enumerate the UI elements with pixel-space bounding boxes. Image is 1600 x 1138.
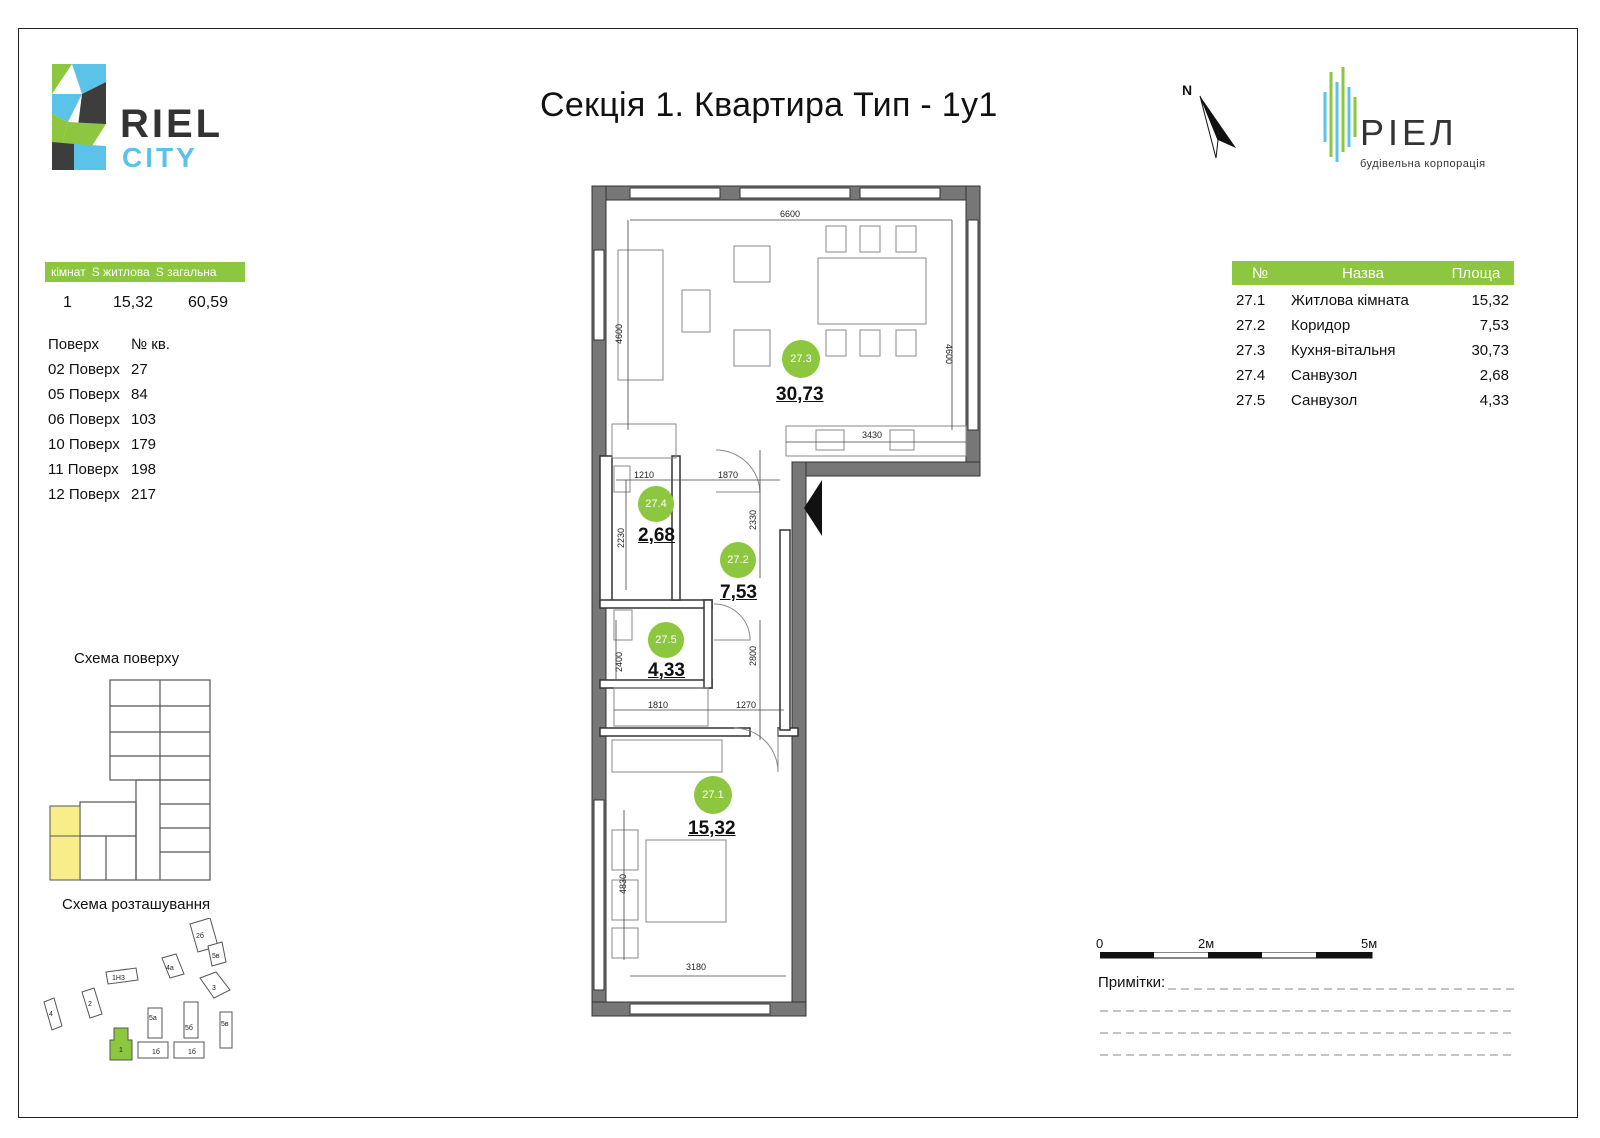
dim-label: 1810 — [648, 700, 669, 710]
location-scheme-label: Схема розташування — [62, 896, 211, 913]
dim-label: 2230 — [616, 527, 626, 548]
room-area: 15,32 — [1471, 292, 1509, 309]
room-badge: 27.3 — [782, 340, 820, 378]
room-marker-27-5 — [648, 622, 748, 682]
building-label: 2б — [196, 933, 204, 940]
floor-row — [48, 382, 170, 407]
room-name: Житлова кімната — [1291, 292, 1409, 309]
building-label: 5а — [149, 1015, 157, 1022]
dim-label: 2400 — [614, 651, 624, 672]
room-marker-27-1 — [688, 776, 794, 840]
summary-header — [45, 262, 245, 282]
riel-corp-logo-text: РІЕЛ — [1360, 112, 1458, 153]
riel-corp-tagline: будівельна корпорація — [1360, 158, 1486, 170]
summary-header-rooms: кімнат — [51, 265, 86, 279]
building-label: 5в — [212, 953, 220, 960]
room-area-label: 7,53 — [720, 582, 757, 603]
riel-city-logo — [52, 64, 237, 172]
floor-row — [48, 432, 170, 457]
room-name: Коридор — [1291, 317, 1351, 334]
floor-header: Поверх — [48, 336, 99, 353]
floor-row — [48, 457, 170, 482]
dim-label: 3430 — [862, 430, 883, 440]
dim-label: 4600 — [614, 323, 624, 344]
table-row — [1236, 288, 1514, 313]
highlighted-apartment — [50, 806, 80, 880]
room-area-label: 30,73 — [776, 384, 824, 405]
location-scheme — [40, 918, 240, 1064]
apt-number: 179 — [131, 436, 157, 453]
room-number: 27.5 — [1236, 392, 1266, 409]
dim-label: 4830 — [618, 873, 628, 894]
floor-row — [48, 407, 170, 432]
floor-scheme-label: Схема поверху — [74, 650, 180, 667]
room-badge: 27.2 — [720, 542, 756, 578]
rooms-table-header — [1232, 261, 1514, 285]
dim-label: 1870 — [718, 470, 739, 480]
notes-lines — [1098, 985, 1518, 1065]
floor-name: 12 Поверх — [48, 486, 120, 503]
floor-name: 06 Поверх — [48, 411, 120, 428]
room-badge: 27.5 — [648, 622, 684, 658]
compass — [1180, 82, 1240, 162]
building-label: 1 — [119, 1047, 123, 1054]
room-area-label: 2,68 — [638, 525, 675, 546]
dim-label: 4600 — [944, 344, 954, 365]
riel-corp-logo — [1320, 62, 1520, 177]
scale-label-0: 0 — [1096, 936, 1104, 951]
scale-bar-graphic — [1100, 952, 1376, 960]
table-row — [1236, 338, 1514, 363]
riel-city-logo-text: RIEL — [120, 102, 224, 146]
rooms-col-name: Назва — [1341, 264, 1385, 282]
building-label: 4а — [166, 965, 174, 972]
table-row — [1236, 388, 1514, 413]
floor-name: 05 Поверх — [48, 386, 120, 403]
table-row — [1236, 363, 1514, 388]
room-name: Кухня-вітальня — [1291, 342, 1396, 359]
floor-list-header — [48, 332, 170, 357]
dim-label: 3180 — [686, 962, 707, 972]
apt-number: 27 — [131, 361, 148, 378]
compass-north-label: N — [1182, 82, 1193, 98]
building-label: 5б — [185, 1025, 193, 1032]
scale-label-5m: 5м — [1361, 936, 1378, 951]
rooms-col-area: Площа — [1451, 264, 1501, 282]
dim-label: 6600 — [780, 209, 801, 219]
summary-header-total-area: S загальна — [155, 265, 217, 279]
summary-header-living-area: S житлова — [91, 265, 150, 279]
room-number: 27.2 — [1236, 317, 1266, 334]
room-badge: 27.4 — [638, 486, 674, 522]
building-label: 5в — [221, 1021, 229, 1028]
current-building-highlight — [110, 1028, 132, 1060]
floor-list — [48, 332, 170, 507]
floor-name: 11 Поверх — [48, 461, 119, 478]
summary-total-value: 60,59 — [188, 294, 229, 311]
building-label: 1б — [188, 1049, 196, 1056]
room-name: Санвузол — [1291, 392, 1358, 409]
apt-number-header: № кв. — [131, 336, 170, 353]
room-area-label: 15,32 — [688, 818, 736, 839]
table-row — [1236, 313, 1514, 338]
apt-number: 84 — [131, 386, 148, 403]
floor-name: 10 Поверх — [48, 436, 120, 453]
floor-name: 02 Поверх — [48, 361, 120, 378]
riel-corp-logo-mark — [1320, 62, 1360, 162]
dim-label: 1270 — [736, 700, 757, 710]
room-badge: 27.1 — [694, 776, 732, 814]
building-label: 1б — [152, 1049, 160, 1056]
scale-bar — [1096, 936, 1396, 966]
scale-label-2m: 2м — [1198, 936, 1215, 951]
room-number: 27.3 — [1236, 342, 1266, 359]
floor-scheme — [46, 676, 216, 886]
floor-row — [48, 357, 170, 382]
notes-label: Примітки: — [1098, 974, 1166, 991]
floor-plan — [560, 180, 1020, 1030]
room-marker-27-3 — [776, 340, 882, 406]
riel-city-logo-subtext: CITY — [122, 142, 198, 173]
floor-row — [48, 482, 170, 507]
room-number: 27.4 — [1236, 367, 1266, 384]
summary-rooms-value: 1 — [63, 294, 72, 311]
rooms-table — [1236, 288, 1514, 413]
dim-label: 2330 — [748, 509, 758, 530]
room-area-label: 4,33 — [648, 660, 685, 681]
room-area: 4,33 — [1479, 392, 1509, 409]
building-label: 1Н3 — [112, 975, 125, 982]
room-area: 2,68 — [1479, 367, 1509, 384]
apt-number: 103 — [131, 411, 157, 428]
room-marker-27-2 — [720, 542, 820, 604]
building-label: 3 — [212, 985, 216, 992]
room-area: 30,73 — [1471, 342, 1509, 359]
dim-label: 1210 — [634, 470, 655, 480]
room-name: Санвузол — [1291, 367, 1358, 384]
room-area: 7,53 — [1479, 317, 1509, 334]
building-label: 4 — [49, 1011, 53, 1018]
page-title: Секція 1. Квартира Тип - 1у1 — [540, 86, 998, 124]
rooms-col-number: № — [1251, 264, 1269, 282]
room-number: 27.1 — [1236, 292, 1266, 309]
apt-number: 198 — [131, 461, 157, 478]
apt-number: 217 — [131, 486, 157, 503]
building-label: 2 — [88, 1001, 92, 1008]
summary-living-value: 15,32 — [113, 294, 154, 311]
room-marker-27-4 — [638, 486, 738, 547]
entrance-arrow-icon — [804, 480, 822, 536]
dim-label: 2800 — [748, 645, 758, 666]
